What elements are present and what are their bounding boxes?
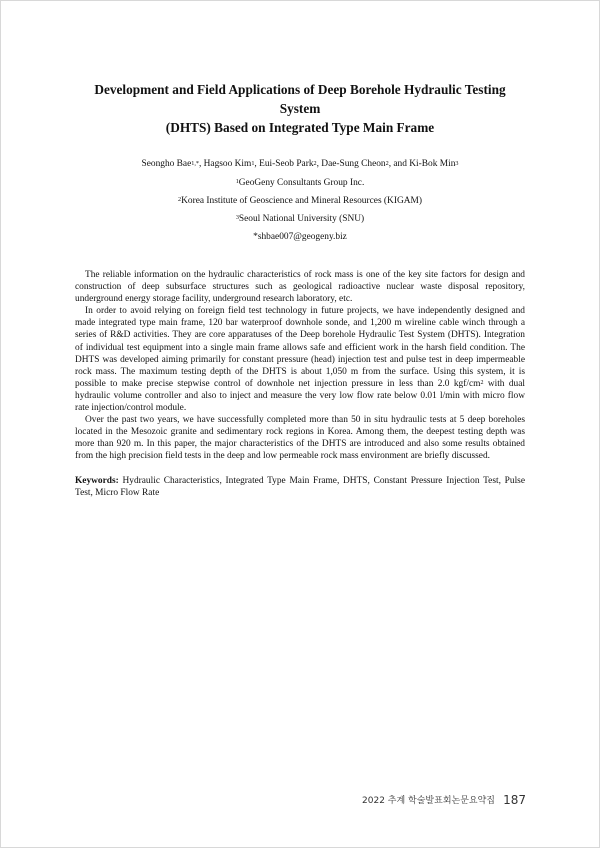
author-affil-marker: 1	[251, 160, 255, 167]
affiliation-number: 3	[235, 214, 239, 221]
paper-page	[75, 80, 525, 499]
author-separator: ,	[316, 159, 322, 169]
abstract	[75, 269, 525, 463]
author-separator: ,	[198, 159, 204, 169]
paper-title	[75, 80, 525, 137]
affiliation-text: Seoul National University (SNU)	[238, 214, 365, 224]
title-line-1: Development and Field Applications of Deep Borehole Hydraulic Testing System	[94, 82, 506, 116]
author-affil-marker: 2	[313, 160, 317, 167]
affiliation-2	[75, 195, 525, 207]
abstract-paragraph-1: The reliable information on the hydraulic characteristics of rock mass is one of the key site factors for design and construction of deep subsurface structures such as geological radioactive nuclear waste disposal repository, underground energy storage facility, underground research laboratory, etc.	[75, 270, 525, 305]
unit-superscript: 2	[480, 379, 484, 386]
author-affil-marker: 3	[455, 160, 459, 167]
author-separator: ,	[254, 159, 260, 169]
affiliation-1	[75, 177, 525, 189]
page-number: 187	[503, 792, 526, 807]
abstract-paragraph-2	[75, 305, 525, 414]
affiliation-text: GeoGeny Consultants Group Inc.	[238, 178, 365, 188]
title-line-2: (DHTS) Based on Integrated Type Main Frame	[165, 120, 435, 135]
author-name: Eui-Seob Park	[259, 159, 314, 169]
author-name: Ki-Bok Min	[409, 159, 456, 169]
author-name: Hagsoo Kim	[203, 159, 252, 169]
author-name: Dae-Sung Cheon	[321, 159, 386, 169]
author-affil-marker: 2	[385, 160, 389, 167]
author-list	[75, 158, 525, 171]
affiliation-number: 2	[178, 196, 182, 203]
paragraph-text: with dual hydraulic volume controller and also to inject and measure the very low flow rate below 0.01 l/min with micro flow rate injection/control module.	[75, 378, 526, 414]
abstract-paragraph-3: Over the past two years, we have successfully completed more than 50 in situ hydraulic tests at 5 deep boreholes located in the Mesozoic granite and sedimentary rock regions in Korea. Among them, the deepest testing depth was more than 920 m. In this paper, the major characteristics of the DHTS are introduced and also some results obtained from the high precision field tests in the deep and low permeable rock mass environment are briefly discussed.	[75, 415, 525, 462]
keywords	[75, 475, 525, 499]
paragraph-text: In order to avoid relying on foreign field test technology in future projects, we have independently designed and made integrated type main frame, 120 bar waterproof downhole sonde, and 1,200 m wireline cable winch through a series of R&D activities. They are core apparatuses of the Deep borehole Hydraulic Test System (DHTS). Integration of individual test equipment into a single main frame allows safe and efficient work in the harsh field condition. The DHTS was developed aiming primarily for constant pressure (head) injection test and pulse test in deep impermeable rock mass. The maximum testing depth of the DHTS is about 1,050 m from the surface. Using this system, it is possible to make precise stepwise control of downhole net injection pressure in less than 2.0 kgf/cm	[75, 306, 525, 389]
affiliation-text: Korea Institute of Geoscience and Mineral Resources (KIGAM)	[181, 196, 422, 206]
affiliation-3	[75, 213, 525, 225]
publication-title: 2022 추계 학술발표회논문요약집	[362, 796, 495, 806]
page-footer	[362, 789, 526, 808]
affiliation-number: 1	[235, 178, 239, 185]
keywords-label: Keywords:	[75, 475, 119, 486]
author-affil-marker: 1,*	[191, 160, 199, 167]
keywords-text: Hydraulic Characteristics, Integrated Type Main Frame, DHTS, Constant Pressure Injection Test, Pulse Test, Micro Flow Rate	[75, 475, 525, 498]
author-name: Seongho Bae	[141, 159, 192, 169]
author-separator: , and	[388, 159, 410, 169]
corresponding-email: *shbae007@geogeny.biz	[253, 232, 347, 242]
